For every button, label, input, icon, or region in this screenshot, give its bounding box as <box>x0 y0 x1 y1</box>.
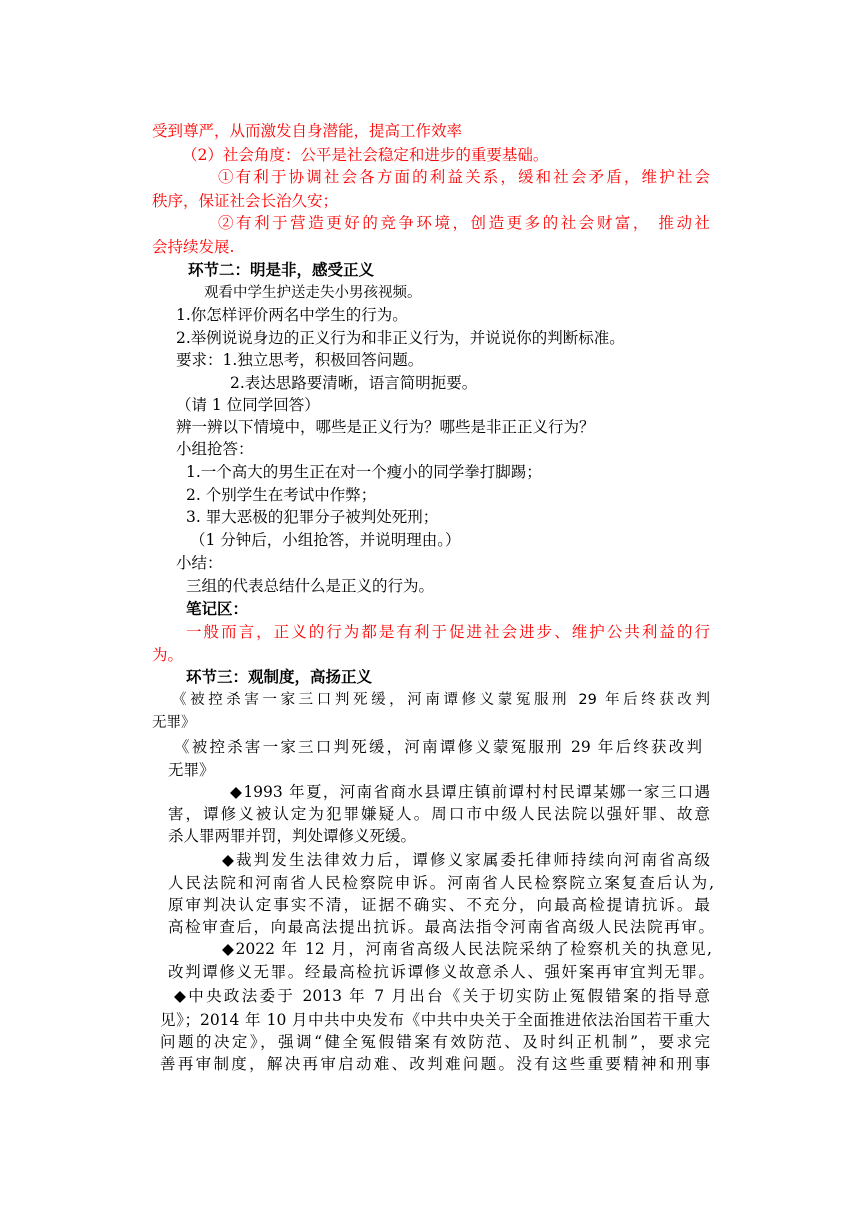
text-line: 杀人罪两罪并罚，判处谭修义死缓。 <box>168 827 417 845</box>
text-line: 受到尊严，从而激发自身潜能，提高工作效率 <box>152 122 463 140</box>
text-line: 小组抢答： <box>176 440 254 458</box>
requirement-1: 要求：1.独立思考，积极回答问题。 <box>176 351 424 369</box>
text-line: （1 分钟后，小组抢答，并说明理由。） <box>190 531 461 549</box>
scenario-2: 2. 个别学生在考试中作弊； <box>186 486 377 504</box>
text-line: 三组的代表总结什么是正义的行为。 <box>186 577 435 595</box>
notes-label: 笔记区： <box>186 599 249 618</box>
text-line: 小结： <box>176 554 223 572</box>
text-line: 改判谭修义无罪。经最高检抗诉谭修义故意杀人、强奸案再审宜判无罪。 <box>168 963 714 981</box>
scenario-1: 1.一个高大的男生正在对一个瘦小的同学拳打脚踢； <box>186 463 542 481</box>
question-2: 2.举例说说身边的正义行为和非正义行为，并说说你的判断标准。 <box>176 329 625 347</box>
text-line: 见》；2014 年 10 月中共中央发布《中共中央关于全面推进依法治国若干重大 <box>160 1011 710 1029</box>
text-line: （请 1 位同学回答） <box>176 396 320 414</box>
text-line: ①有利于协调社会各方面的利益关系，缓和社会矛盾，维护社会 <box>218 168 710 186</box>
text-line: ◆1993 年夏，河南省商水县谭庄镇前谭村村民谭某娜一家三口遇 <box>230 783 710 801</box>
text-line: （2）社会角度：公平是社会稳定和进步的重要基础。 <box>182 146 549 164</box>
text-line: ◆裁判发生法律效力后，谭修义家属委托律师持续向河南省高级 <box>222 851 710 869</box>
text-line: 善再审制度，解决再审启动难、改判难问题。没有这些重要精神和刑事 <box>160 1055 710 1073</box>
text-line: 害，谭修义被认定为犯罪嫌疑人。周口市中级人民法院以强奸罪、故意 <box>168 805 710 823</box>
requirement-2: 2.表达思路要清晰，语言简明扼要。 <box>230 374 478 392</box>
scenario-3: 3. 罪大恶极的犯罪分子被判处死刑； <box>186 508 439 526</box>
text-line: 一般而言，正义的行为都是有利于促进社会进步、维护公共利益的行 <box>186 623 710 641</box>
text-line: 辨一辨以下情境中，哪些是正义行为？哪些是非正正义行为？ <box>176 418 595 436</box>
text-line: 观看中学生护送走失小男孩视频。 <box>204 285 422 301</box>
text-line: 无罪》 <box>152 715 196 731</box>
text-line: 原审判决认定事实不清，证据不确实、不充分，向最高检提请抗诉。最 <box>168 896 710 914</box>
text-line: 《被控杀害一家三口判死缓，河南谭修义蒙冤服刑 29 年后终获改判 <box>172 692 710 708</box>
text-line: 秩序，保证社会长治久安； <box>152 192 339 210</box>
section-heading: 环节二：明是非，感受正义 <box>188 260 375 279</box>
text-line: 《被控杀害一家三口判死缓，河南谭修义蒙冤服刑 29 年后终获改判 <box>174 738 702 756</box>
text-line: 高检审查后，向最高法提出抗诉。最高法指令河南省高级人民法院再审。 <box>168 918 714 936</box>
text-line: ②有利于营造更好的竞争环境，创造更多的社会财富， 推动社 <box>218 214 710 232</box>
text-line: ◆2022 年 12 月，河南省高级人民法院采纳了检察机关的执意见, <box>222 940 712 958</box>
text-line: 会持续发展. <box>152 238 235 256</box>
text-line: 为。 <box>152 646 184 664</box>
text-line: ◆中央政法委于 2013 年 7 月出台《关于切实防止冤假错案的指导意 <box>174 987 710 1005</box>
question-1: 1.你怎样评价两名中学生的行为。 <box>176 306 408 324</box>
text-line: 人民法院和河南省人民检察院申诉。河南省人民检察院立案复查后认为, <box>168 874 714 892</box>
text-line: 问题的决定》，强调“健全冤假错案有效防范、及时纠正机制”，要求完 <box>160 1033 710 1051</box>
section-heading: 环节三：观制度，高扬正义 <box>186 667 373 686</box>
text-line: 无罪》 <box>168 761 215 779</box>
